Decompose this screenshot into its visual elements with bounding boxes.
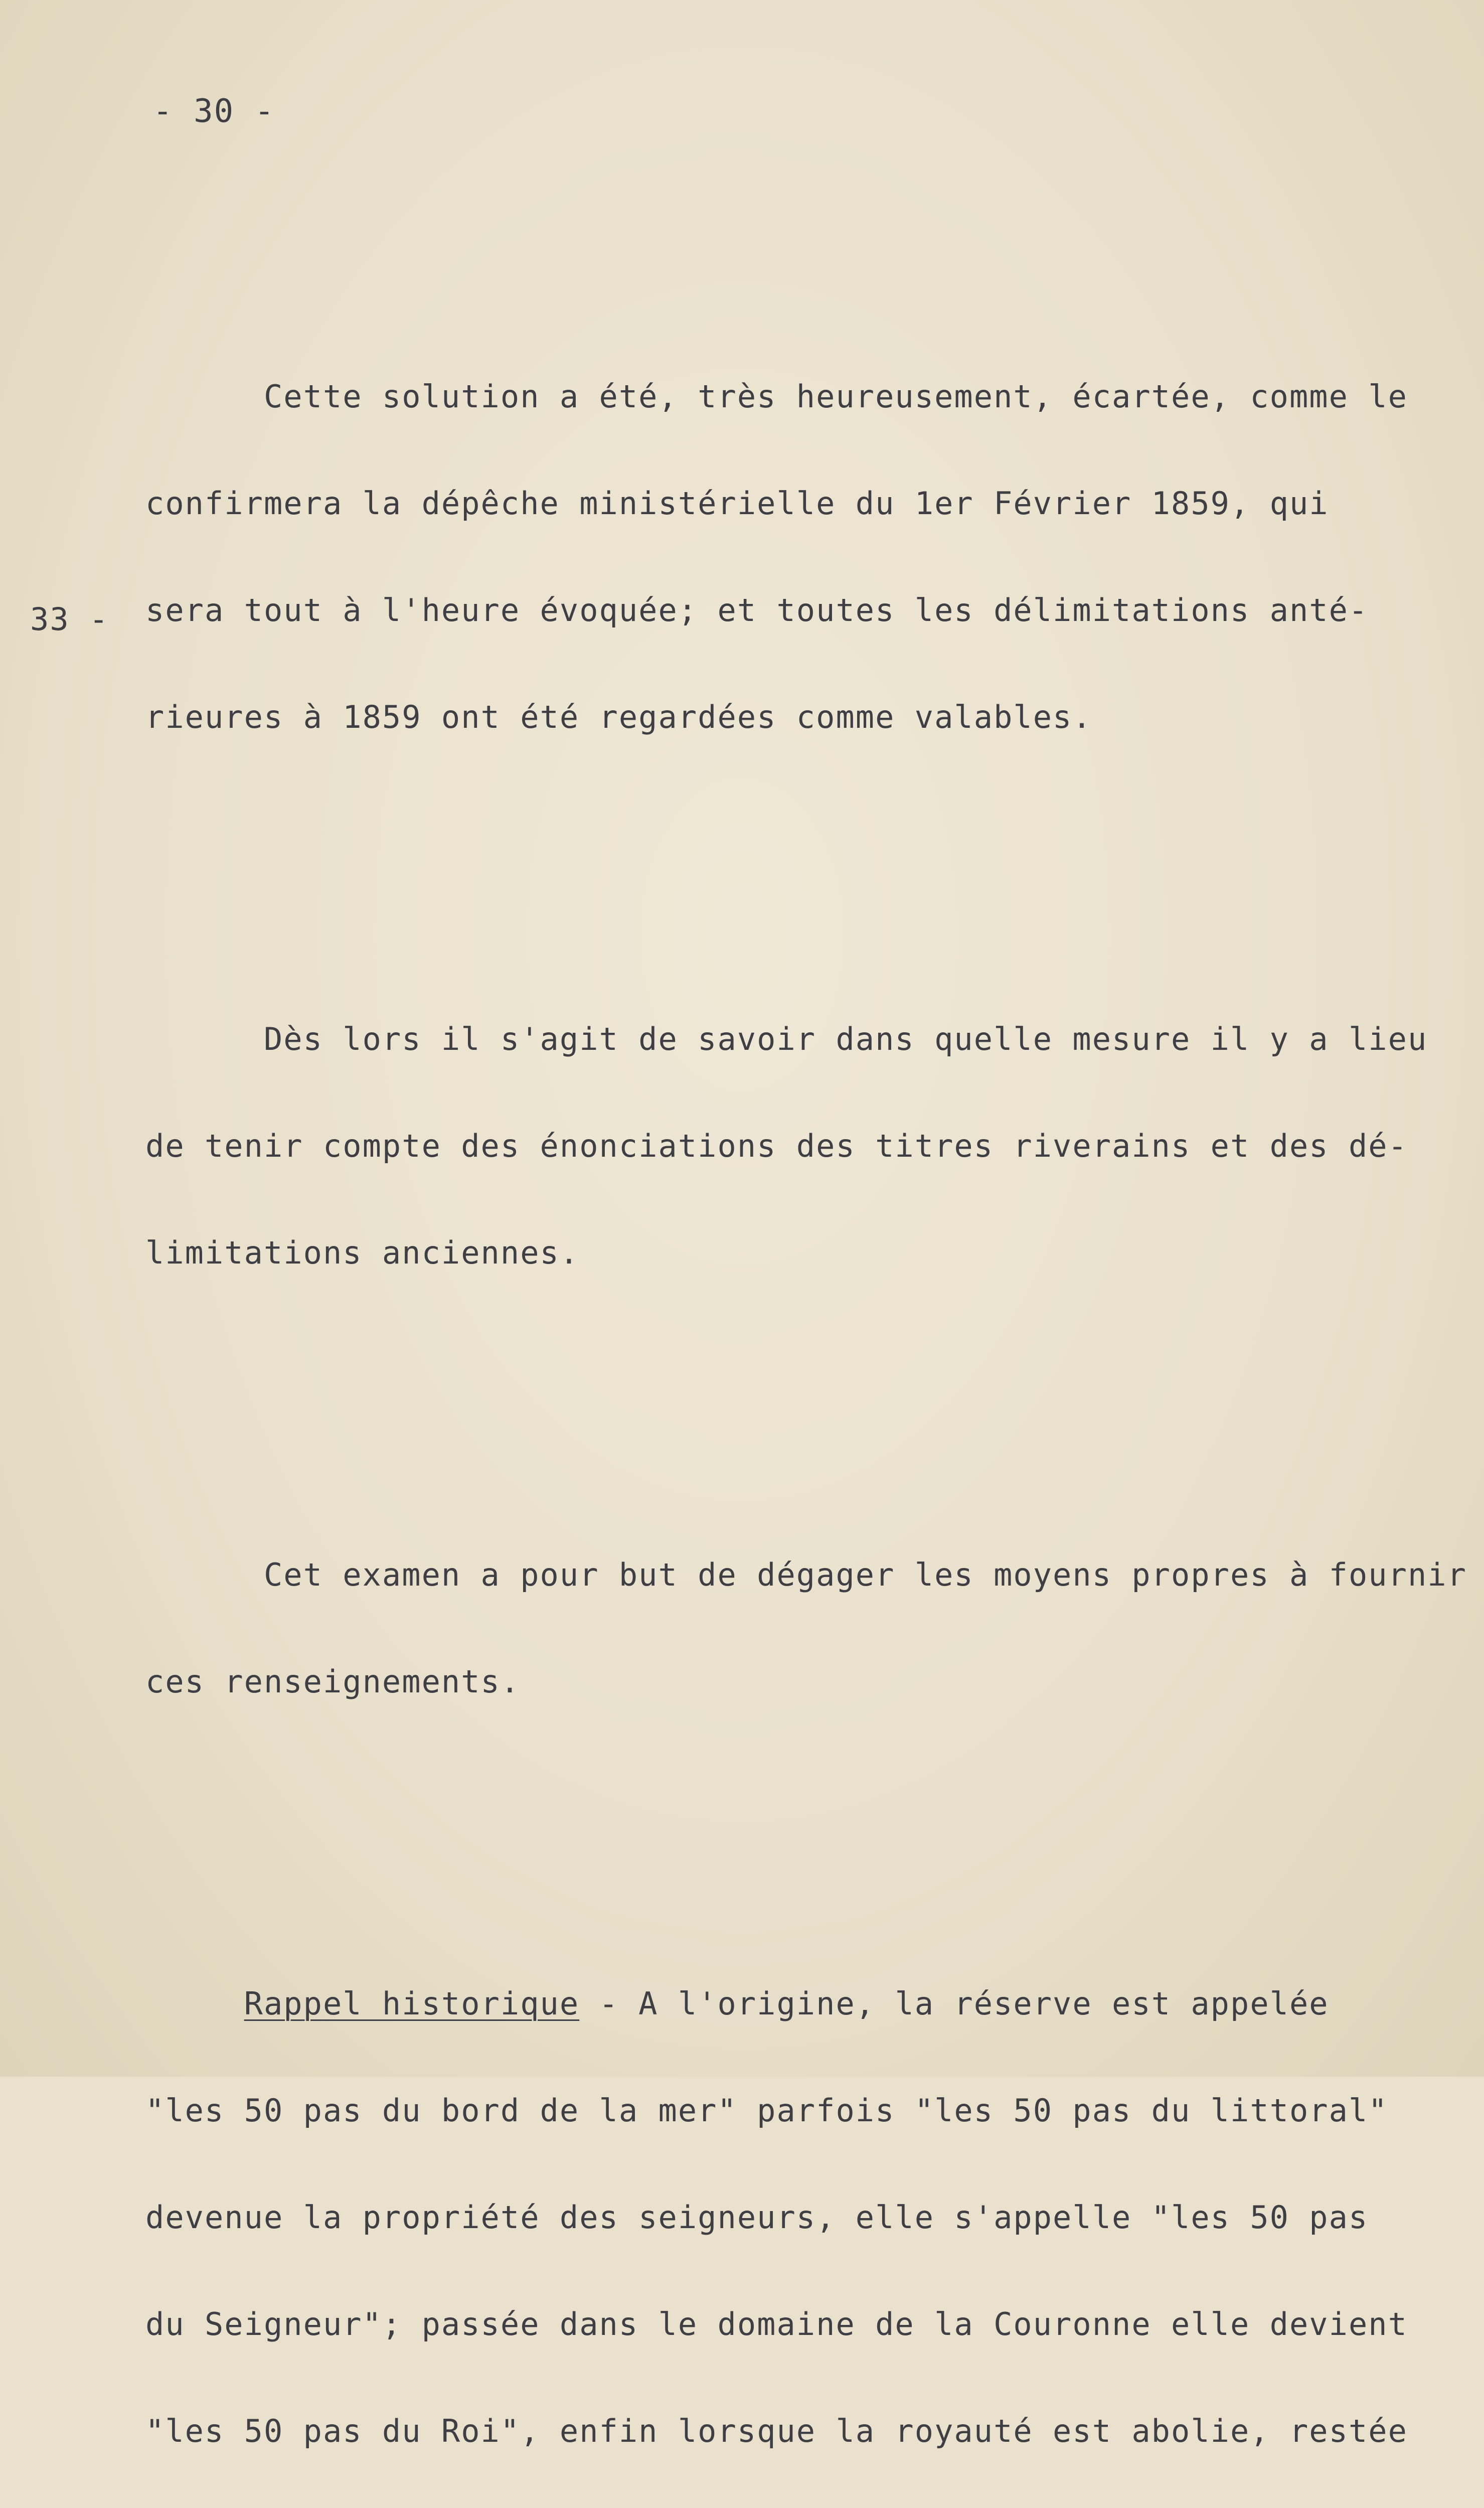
- paragraph-1: [145, 306, 1469, 807]
- body-text: [145, 197, 1469, 2508]
- text-line: Cet examen a pour but de dégager les moyens propres à fournir: [145, 1556, 1467, 1593]
- text-line: du Seigneur"; passée dans le domaine de la Couronne elle devient: [145, 2306, 1408, 2342]
- text-line: confirmera la dépêche ministérielle du 1er Février 1859, qui: [145, 485, 1329, 522]
- text-line: sera tout à l'heure évoquée; et toutes les délimitations anté-: [145, 592, 1369, 629]
- text-line: "les 50 pas du Roi", enfin lorsque la royauté est abolie, restée: [145, 2413, 1408, 2449]
- margin-section-number: 33 -: [30, 601, 109, 638]
- text-line: ces renseignements.: [145, 1663, 521, 1700]
- paragraph-2: [145, 949, 1469, 1343]
- text-line: rieures à 1859 ont été regardées comme valables.: [145, 699, 1092, 735]
- text-line-with-heading: [145, 1987, 1469, 2020]
- text-line: de tenir compte des énonciations des titres riverains et des dé-: [145, 1128, 1408, 1164]
- heading-continuation: - A l'origine, la réserve est appelée: [579, 1985, 1329, 2022]
- text-line: "les 50 pas du bord de la mer" parfois "les 50 pas du littoral": [145, 2092, 1388, 2129]
- paragraph-rappel-historique: [145, 1914, 1469, 2508]
- paragraph-3: [145, 1485, 1469, 1772]
- text-line: devenue la propriété des seigneurs, elle s'appelle "les 50 pas: [145, 2199, 1369, 2236]
- text-line: Cette solution a été, très heureusement, écartée, comme le: [145, 378, 1408, 415]
- text-line: limitations anciennes.: [145, 1234, 580, 1271]
- section-heading: Rappel historique: [244, 1985, 580, 2022]
- text-line: Dès lors il s'agit de savoir dans quelle mesure il y a lieu: [145, 1021, 1428, 1057]
- page-number: - 30 -: [153, 93, 275, 130]
